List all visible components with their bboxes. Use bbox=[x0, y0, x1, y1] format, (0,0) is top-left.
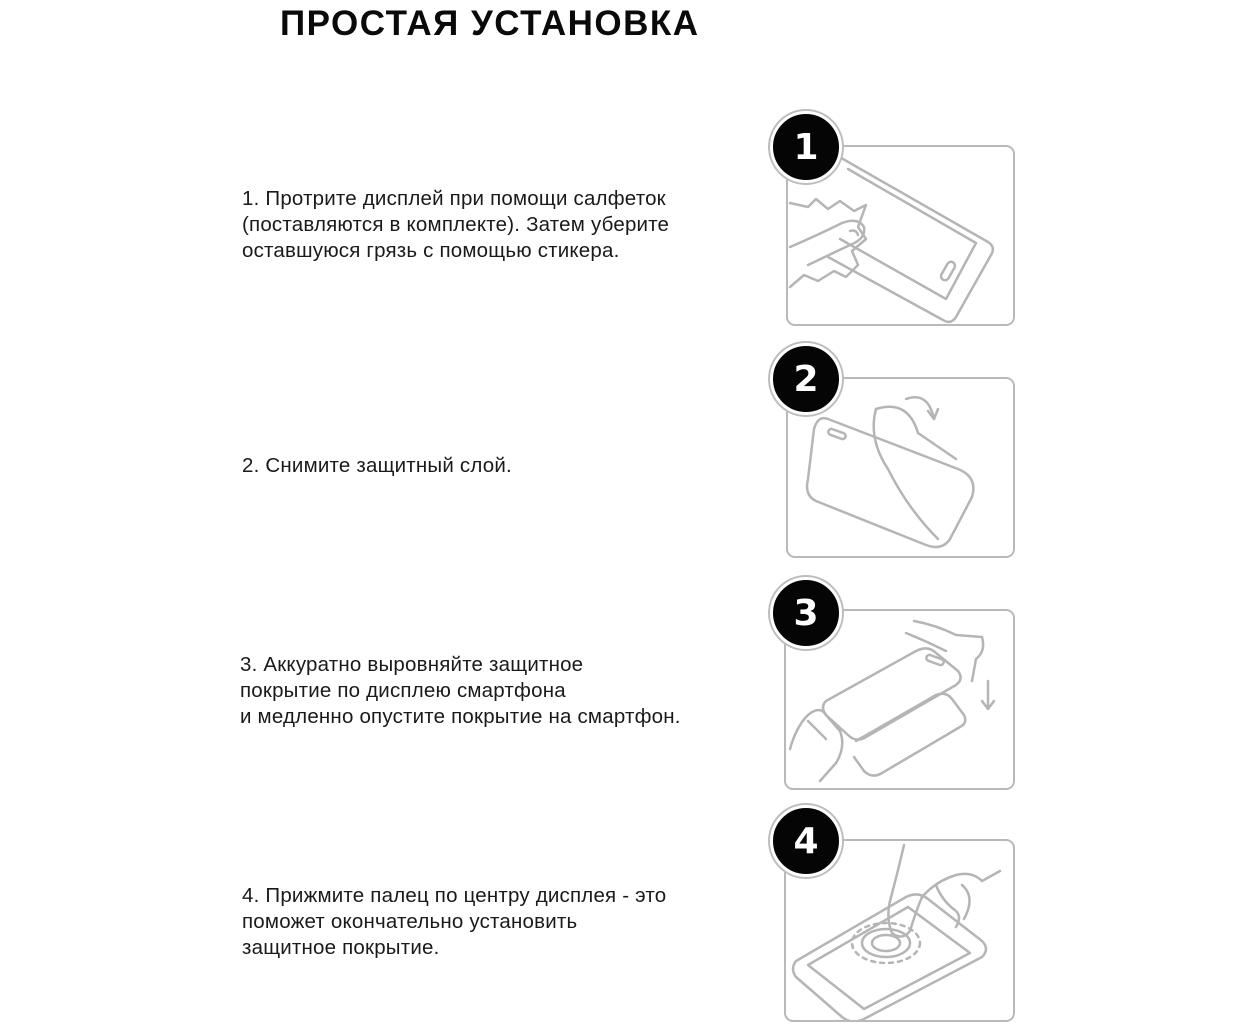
step-1-badge: 1 bbox=[770, 111, 842, 183]
step-4-text: 4. Прижмите палец по центру дисплея - это поможет окончательно установить защитное покрытие. bbox=[242, 884, 667, 959]
page-title: ПРОСТАЯ УСТАНОВКА bbox=[280, 4, 700, 43]
step-4-badge: 4 bbox=[770, 805, 842, 877]
step-3-badge: 3 bbox=[770, 577, 842, 649]
step-3-text: 3. Аккуратно выровняйте защитное покрытие по дисплею смартфона и медленно опустите покрытие на смартфон. bbox=[240, 653, 681, 728]
step-2-badge: 2 bbox=[770, 343, 842, 415]
step-2-text: 2. Снимите защитный слой. bbox=[242, 454, 512, 477]
step-1-text: 1. Протрите дисплей при помощи салфеток (поставляются в комплекте). Затем уберите оставшуюся грязь с помощью стикера. bbox=[242, 187, 670, 262]
